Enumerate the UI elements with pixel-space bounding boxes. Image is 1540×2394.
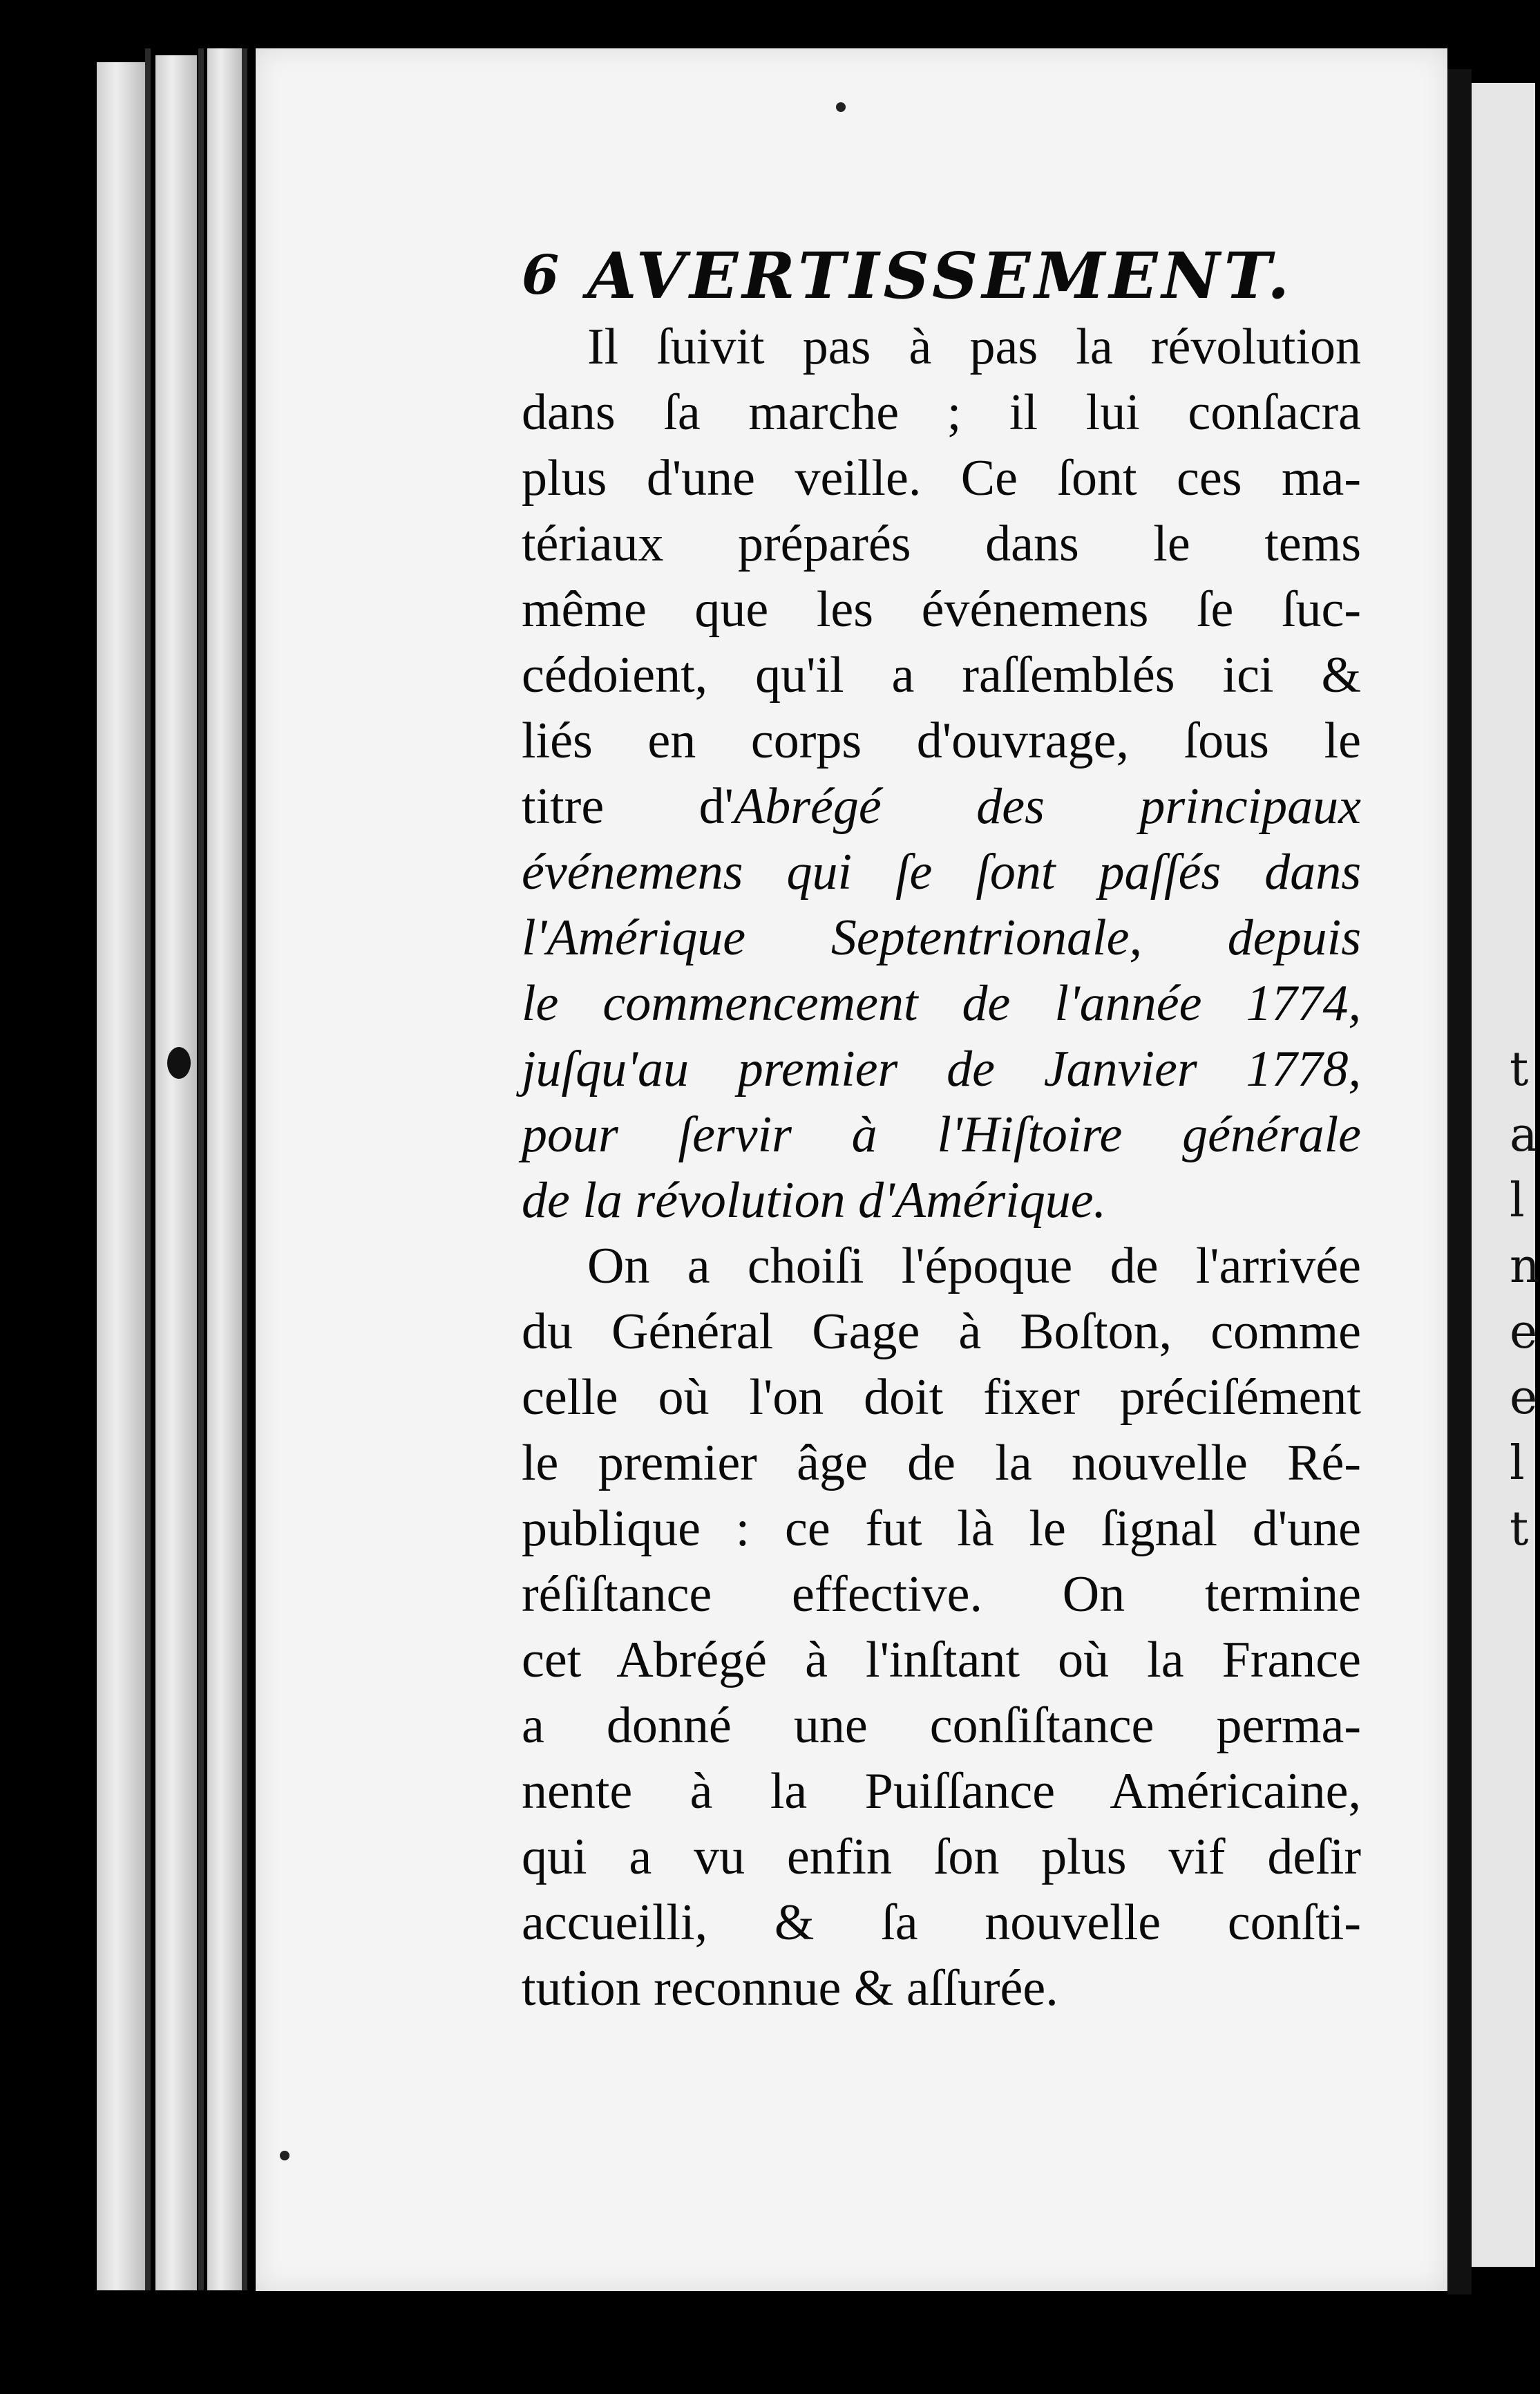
text-line: nente à la Puiſſance Américaine, [522,1763,1361,1820]
book-title-line: événemens qui ſe ſont paſſés dans [522,844,1361,901]
page-header [522,238,1351,313]
text-line: On a choiſi l'époque de l'arrivée [587,1238,1361,1294]
text-line: dans ſa marche ; il lui conſacra [522,384,1361,441]
book-title-line: juſqu'au premier de Janvier 1778, [522,1041,1361,1097]
text-line: du Général Gage à Boſton, comme [522,1303,1361,1360]
facing-page-text-fragment: t a l n e e l t [1510,1042,1540,1556]
book-title-line: de la révolution d'Amérique. [522,1172,1107,1229]
text-line: tériaux préparés dans le tems [522,516,1361,572]
binding-hole [167,1047,191,1079]
text-line: même que les événemens ſe ſuc- [522,581,1361,638]
page-edge-line [242,48,247,2290]
text-line: réſiſtance effective. On termine [522,1566,1361,1623]
ink-speck [280,2151,289,2160]
page-edge-line [145,48,151,2290]
text-line: qui a vu enfin ſon plus vif deſir [522,1829,1361,1885]
gutter-shadow [1447,69,1472,2294]
ink-speck [836,102,846,112]
text-line: publique : ce fut là le ſignal d'une [522,1500,1361,1557]
text-line: cet Abrégé à l'inſtant où la France [522,1632,1361,1688]
running-head: AVERTISSEMENT. [587,238,1294,313]
book-title-line: pour ſervir à l'Hiſtoire générale [522,1106,1361,1163]
text-line: a donné une conſiſtance perma- [522,1697,1361,1754]
text-line: tution reconnue & aſſurée. [522,1960,1058,2017]
title-lead: titre d' [522,778,734,835]
body-text [522,314,1361,2021]
book-title-line: le commencement de l'année 1774, [522,975,1361,1032]
page-edge [207,48,242,2290]
text-line [522,774,1361,840]
page-edge [155,55,197,2290]
text-line: plus d'une veille. Ce ſont ces ma- [522,450,1361,507]
book-title-text: Abrégé des principaux [734,778,1361,835]
text-line: le premier âge de la nouvelle Ré- [522,1435,1361,1491]
page-number: 6 [522,244,560,307]
text-line: celle où l'on doit fixer préciſément [522,1369,1361,1426]
text-line: cédoient, qu'il a raſſemblés ici & [522,647,1361,704]
text-line: liés en corps d'ouvrage, ſous le [522,713,1361,769]
text-line: accueilli, & ſa nouvelle conſti- [522,1894,1361,1951]
book-title-line: l'Amérique Septentrionale, depuis [522,909,1361,966]
page-edge-line [198,48,204,2290]
page-edge [97,62,145,2290]
text-line: Il ſuivit pas à pas la révolution [587,319,1361,375]
